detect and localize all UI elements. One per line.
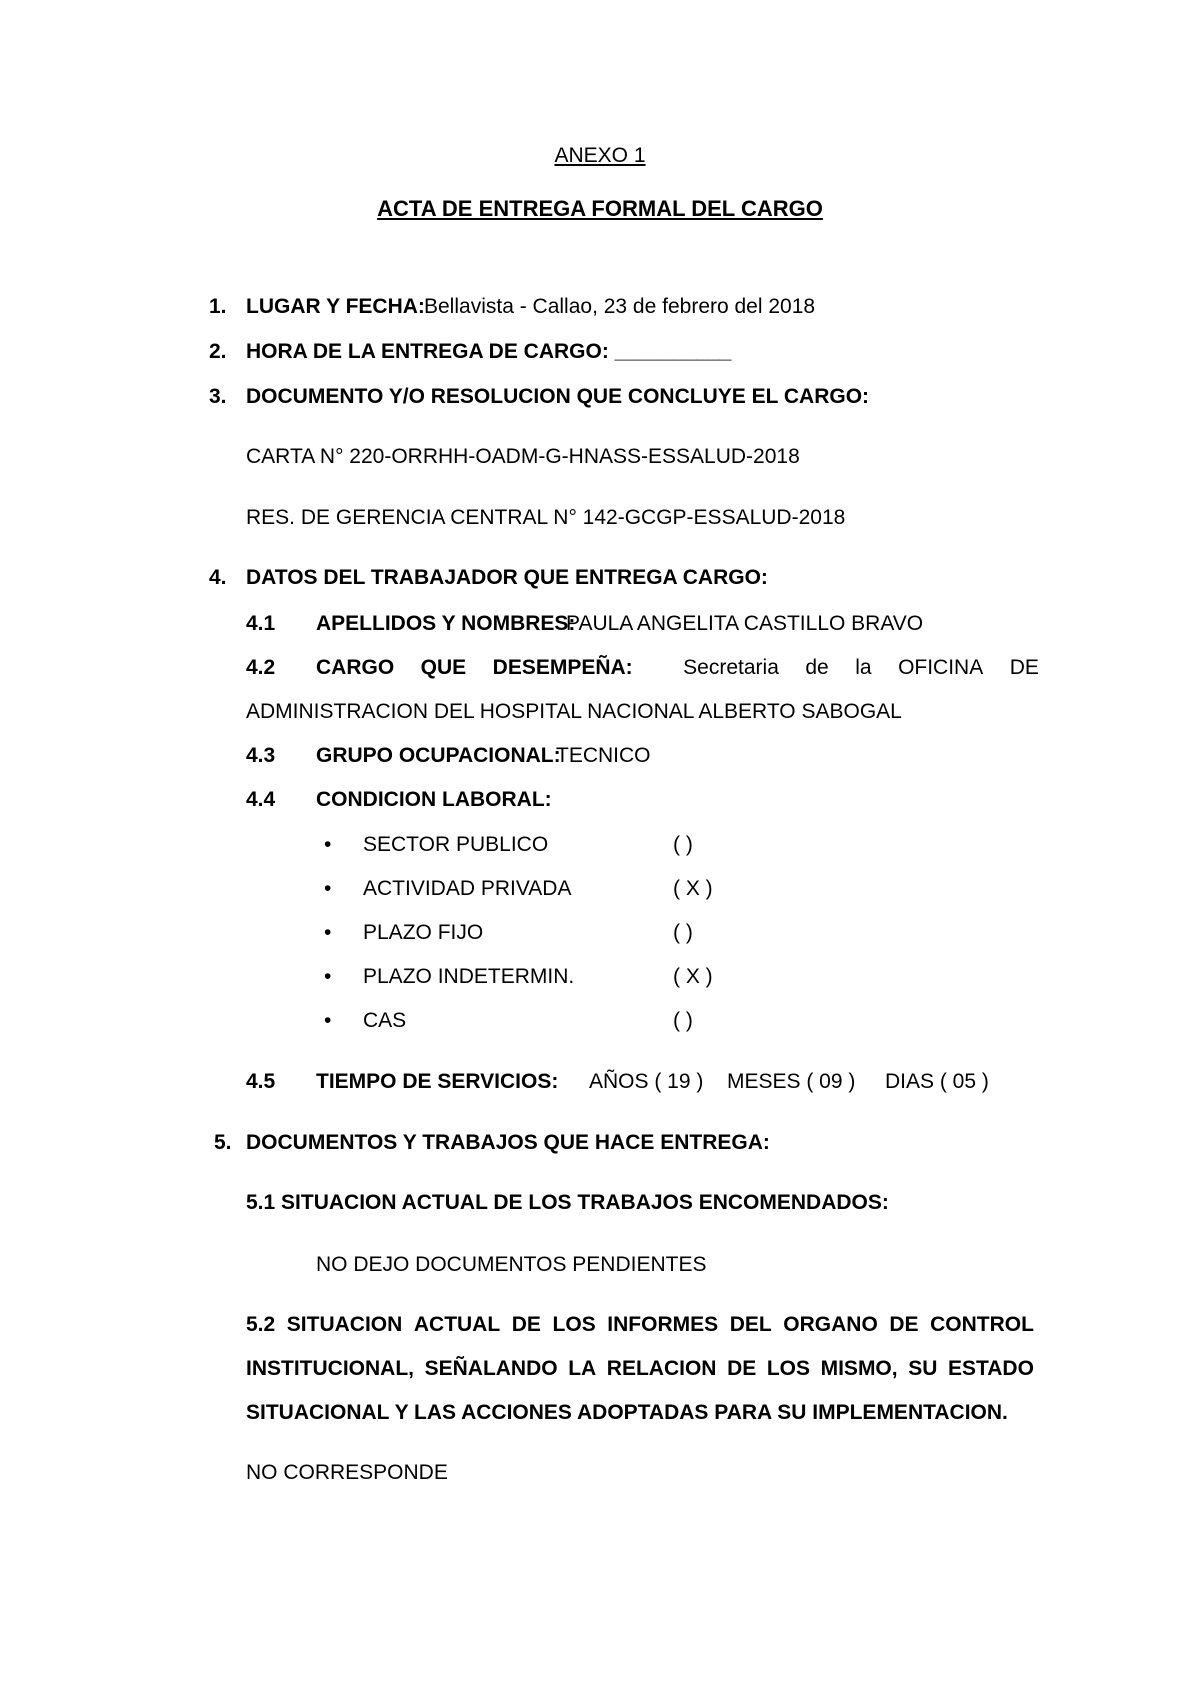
subsection-5-2-word: ORGANO xyxy=(783,1313,878,1336)
subsection-5-2-word: SITUACION xyxy=(286,1313,403,1336)
position-label-word: DESEMPEÑA: xyxy=(492,656,633,679)
concluding-document-1: CARTA N° 220-ORRHH-OADM-G-HNASS-ESSALUD-2018 xyxy=(246,445,800,468)
bullet-icon: • xyxy=(324,833,332,856)
position-value-word: Secretaria xyxy=(683,656,779,679)
subsection-5-2-word: MISMO, xyxy=(820,1357,898,1380)
condition-option-label: SECTOR PUBLICO xyxy=(363,833,549,856)
concluding-document-2: RES. DE GERENCIA CENTRAL N° 142-GCGP-ESSALUD-2018 xyxy=(246,506,846,529)
condition-option-label: PLAZO INDETERMIN. xyxy=(363,965,575,988)
item-4-3-number: 4.3 xyxy=(246,744,276,767)
subsection-5-2-word: DEL xyxy=(729,1313,772,1336)
full-name-label: APELLIDOS Y NOMBRES: xyxy=(316,612,576,635)
full-name-value: PAULA ANGELITA CASTILLO BRAVO xyxy=(566,612,924,635)
section-3-number: 3. xyxy=(209,385,227,408)
item-4-1-number: 4.1 xyxy=(246,612,276,635)
occupational-group-label: GRUPO OCUPACIONAL: xyxy=(316,744,561,767)
concluding-document-label: DOCUMENTO Y/O RESOLUCION QUE CONCLUYE EL CARGO: xyxy=(246,385,870,408)
position-label-word: CARGO xyxy=(316,656,395,679)
subsection-5-2-line-3: SITUACIONAL Y LAS ACCIONES ADOPTADAS PARA SU IMPLEMENTACION. xyxy=(246,1401,1008,1424)
worker-data-label: DATOS DEL TRABAJADOR QUE ENTREGA CARGO: xyxy=(246,566,768,589)
position-line xyxy=(316,655,1039,681)
subsection-5-2-word: DE xyxy=(727,1357,757,1380)
subsection-5-2-word: RELACION xyxy=(606,1357,717,1380)
section-1-number: 1. xyxy=(209,295,227,318)
position-value-line-2: ADMINISTRACION DEL HOSPITAL NACIONAL ALBERTO SABOGAL xyxy=(246,700,902,723)
condition-option-mark: ( X ) xyxy=(673,965,713,988)
subsection-5-2-word: LA xyxy=(568,1357,597,1380)
condition-option-mark: ( ) xyxy=(673,1009,693,1032)
subsection-5-2-word: INFORMES xyxy=(607,1313,719,1336)
service-time-label: TIEMPO DE SERVICIOS: xyxy=(316,1070,559,1093)
position-value-word: la xyxy=(855,656,872,679)
place-date-value: Bellavista - Callao, 23 de febrero del 2018 xyxy=(424,295,816,318)
handover-time-label: HORA DE LA ENTREGA DE CARGO: __________ xyxy=(246,340,732,363)
position-value-word: OFICINA xyxy=(898,656,984,679)
subsection-5-2-word: 5.2 xyxy=(246,1313,276,1336)
bullet-icon: • xyxy=(324,965,332,988)
subsection-5-2-word: DE xyxy=(511,1313,541,1336)
item-4-2-number: 4.2 xyxy=(246,656,276,679)
subsection-5-2-line-2 xyxy=(246,1356,1034,1382)
subsection-5-2-word: SEÑALANDO xyxy=(424,1357,558,1380)
service-years: AÑOS ( 19 ) xyxy=(589,1070,704,1093)
subsection-5-2-word: INSTITUCIONAL, xyxy=(246,1357,414,1380)
subsection-5-2-word: LOS xyxy=(552,1313,596,1336)
subsection-5-2-word: ESTADO xyxy=(947,1357,1034,1380)
subsection-5-2-word: CONTROL xyxy=(930,1313,1034,1336)
employment-condition-label: CONDICION LABORAL: xyxy=(316,788,552,811)
section-4-number: 4. xyxy=(209,566,227,589)
annex-heading: ANEXO 1 xyxy=(554,144,646,167)
document-title: ACTA DE ENTREGA FORMAL DEL CARGO xyxy=(377,196,823,221)
position-value-word: DE xyxy=(1009,656,1039,679)
service-months: MESES ( 09 ) xyxy=(727,1070,856,1093)
bullet-icon: • xyxy=(324,921,332,944)
item-4-5-number: 4.5 xyxy=(246,1070,276,1093)
bullet-icon: • xyxy=(324,1009,332,1032)
subsection-5-1-value: NO DEJO DOCUMENTOS PENDIENTES xyxy=(316,1253,707,1276)
bullet-icon: • xyxy=(324,877,332,900)
condition-option-mark: ( ) xyxy=(673,833,693,856)
subsection-5-2-line-1 xyxy=(246,1312,1034,1338)
subsection-5-2-word: ACTUAL xyxy=(413,1313,501,1336)
subsection-5-2-word: DE xyxy=(889,1313,919,1336)
condition-option-label: CAS xyxy=(363,1009,407,1032)
item-4-4-number: 4.4 xyxy=(246,788,276,811)
section-2-number: 2. xyxy=(209,340,227,363)
subsection-5-1-label: 5.1 SITUACION ACTUAL DE LOS TRABAJOS ENCOMENDADOS: xyxy=(246,1191,889,1214)
subsection-5-2-word: SU xyxy=(908,1357,938,1380)
service-days: DIAS ( 05 ) xyxy=(885,1070,989,1093)
documents-delivered-label: DOCUMENTOS Y TRABAJOS QUE HACE ENTREGA: xyxy=(246,1131,770,1154)
subsection-5-2-word: LOS xyxy=(766,1357,811,1380)
condition-option-label: ACTIVIDAD PRIVADA xyxy=(363,877,572,900)
condition-option-mark: ( X ) xyxy=(673,877,713,900)
position-label-word: QUE xyxy=(420,656,467,679)
place-date-label: LUGAR Y FECHA: xyxy=(246,295,425,318)
position-value-word: de xyxy=(805,656,829,679)
section-5-number: 5. xyxy=(214,1131,232,1154)
condition-option-mark: ( ) xyxy=(673,921,693,944)
condition-option-label: PLAZO FIJO xyxy=(363,921,484,944)
subsection-5-2-value: NO CORRESPONDE xyxy=(246,1461,448,1484)
occupational-group-value: TECNICO xyxy=(556,744,651,767)
